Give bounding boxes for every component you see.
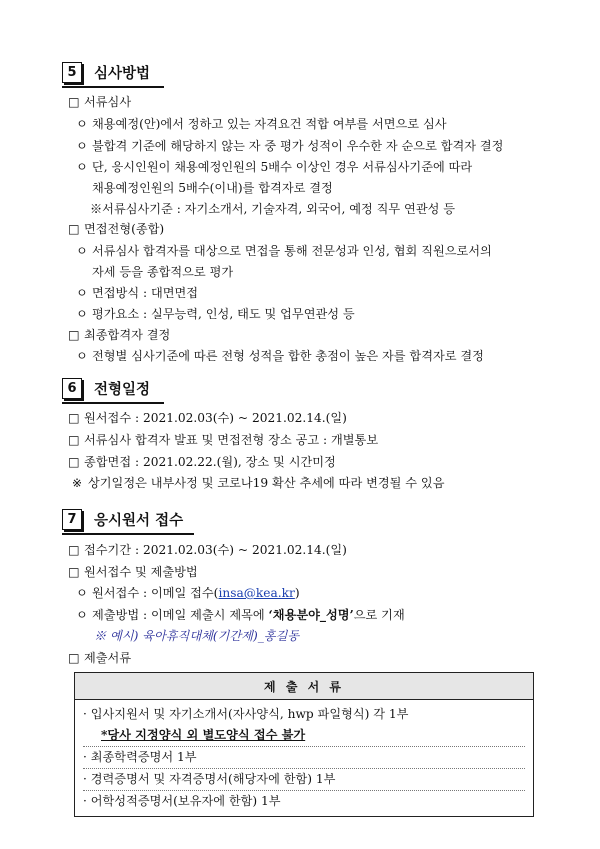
- documents-table: [74, 672, 534, 817]
- s7-method-head: □ 원서접수 및 제출방법: [68, 565, 198, 579]
- section-number-box: 7: [62, 509, 82, 530]
- s6-line-0: □ 원서접수 : 2021.02.03(수) ~ 2021.02.14.(일): [68, 411, 347, 425]
- s5-line-5: ※서류심사기준 : 자기소개서, 기술자격, 외국어, 예정 직무 연관성 등: [90, 202, 456, 216]
- s7-example: ※ 예시) 육아휴직대체(기간제)_홍길동: [94, 629, 300, 643]
- doc-row: · 경력증명서 및 자격증명서(해당자에 한함) 1부: [83, 768, 525, 790]
- section-5-heading: [62, 62, 150, 83]
- doc-row: · 최종학력증명서 1부: [83, 746, 525, 768]
- s5-line-12: ㅇ 전형별 심사기준에 따른 전형 성적을 합한 총점이 높은 자를 합격자로 결정: [76, 349, 484, 363]
- section-7-heading: [62, 509, 183, 530]
- documents-table-header: 제 출 서 류: [75, 673, 534, 700]
- s6-line-1: □ 서류심사 합격자 발표 및 면접전형 장소 공고 : 개별통보: [68, 433, 379, 447]
- s5-line-11: □ 최종합격자 결정: [68, 328, 171, 342]
- doc-row: · 입사지원서 및 자기소개서(자사양식, hwp 파일형식) 각 1부: [83, 707, 409, 721]
- section-title: 전형일정: [94, 382, 151, 398]
- s5-line-4: 채용예정인원의 5배수(이내)를 합격자로 결정: [92, 181, 333, 195]
- section-underline: [62, 86, 164, 88]
- s5-line-1: ㅇ 채용예정(안)에서 정하고 있는 자격요건 적합 여부를 서면으로 심사: [76, 117, 447, 131]
- s7-email-line: ㅇ 원서접수 : 이메일 접수(insa@kea.kr): [76, 586, 300, 600]
- s7-period: □ 접수기간 : 2021.02.03(수) ~ 2021.02.14.(일): [68, 543, 347, 557]
- section-title: 응시원서 접수: [94, 513, 184, 529]
- s5-line-0: □ 서류심사: [68, 95, 132, 109]
- s6-line-3: ※ 상기일정은 내부사정 및 코로나19 확산 추세에 따라 변경될 수 있음: [72, 476, 445, 490]
- s7-docs-head: □ 제출서류: [68, 651, 132, 665]
- s6-line-2: □ 종합면접 : 2021.02.22.(월), 장소 및 시간미정: [68, 455, 336, 469]
- section-underline: [62, 402, 164, 404]
- s5-line-6: □ 면접전형(종합): [68, 222, 165, 236]
- subject-format: ‘채용분야_성명’: [268, 608, 354, 622]
- section-6-heading: [62, 378, 150, 399]
- section-number-box: 5: [62, 62, 82, 83]
- s5-line-7: ㅇ 서류심사 합격자를 대상으로 면접을 통해 전문성과 인성, 협회 직원으로서의: [76, 244, 492, 258]
- documents-table-body: [75, 700, 534, 817]
- section-number-box: 6: [62, 378, 82, 399]
- s5-line-3: ㅇ 단, 응시인원이 채용예정인원의 5배수 이상인 경우 서류심사기준에 따라: [76, 160, 473, 174]
- s5-line-10: ㅇ 평가요소 : 실무능력, 인성, 태도 및 업무연관성 등: [76, 307, 355, 321]
- section-title: 심사방법: [94, 66, 151, 82]
- s5-line-2: ㅇ 불합격 기준에 해당하지 않는 자 중 평가 성적이 우수한 자 순으로 합격자 결정: [76, 139, 504, 153]
- doc-note: *당사 지정양식 외 별도양식 접수 불가: [101, 728, 306, 742]
- s7-submit-line: ㅇ 제출방법 : 이메일 제출시 제목에 ‘채용분야_성명’으로 기재: [76, 608, 405, 622]
- doc-row: · 어학성적증명서(보유자에 한함) 1부: [83, 790, 525, 812]
- email-link[interactable]: insa@kea.kr: [218, 586, 295, 600]
- section-underline: [62, 533, 194, 535]
- s5-line-8: 자세 등을 종합적으로 평가: [92, 265, 234, 279]
- s5-line-9: ㅇ 면접방식 : 대면면접: [76, 286, 199, 300]
